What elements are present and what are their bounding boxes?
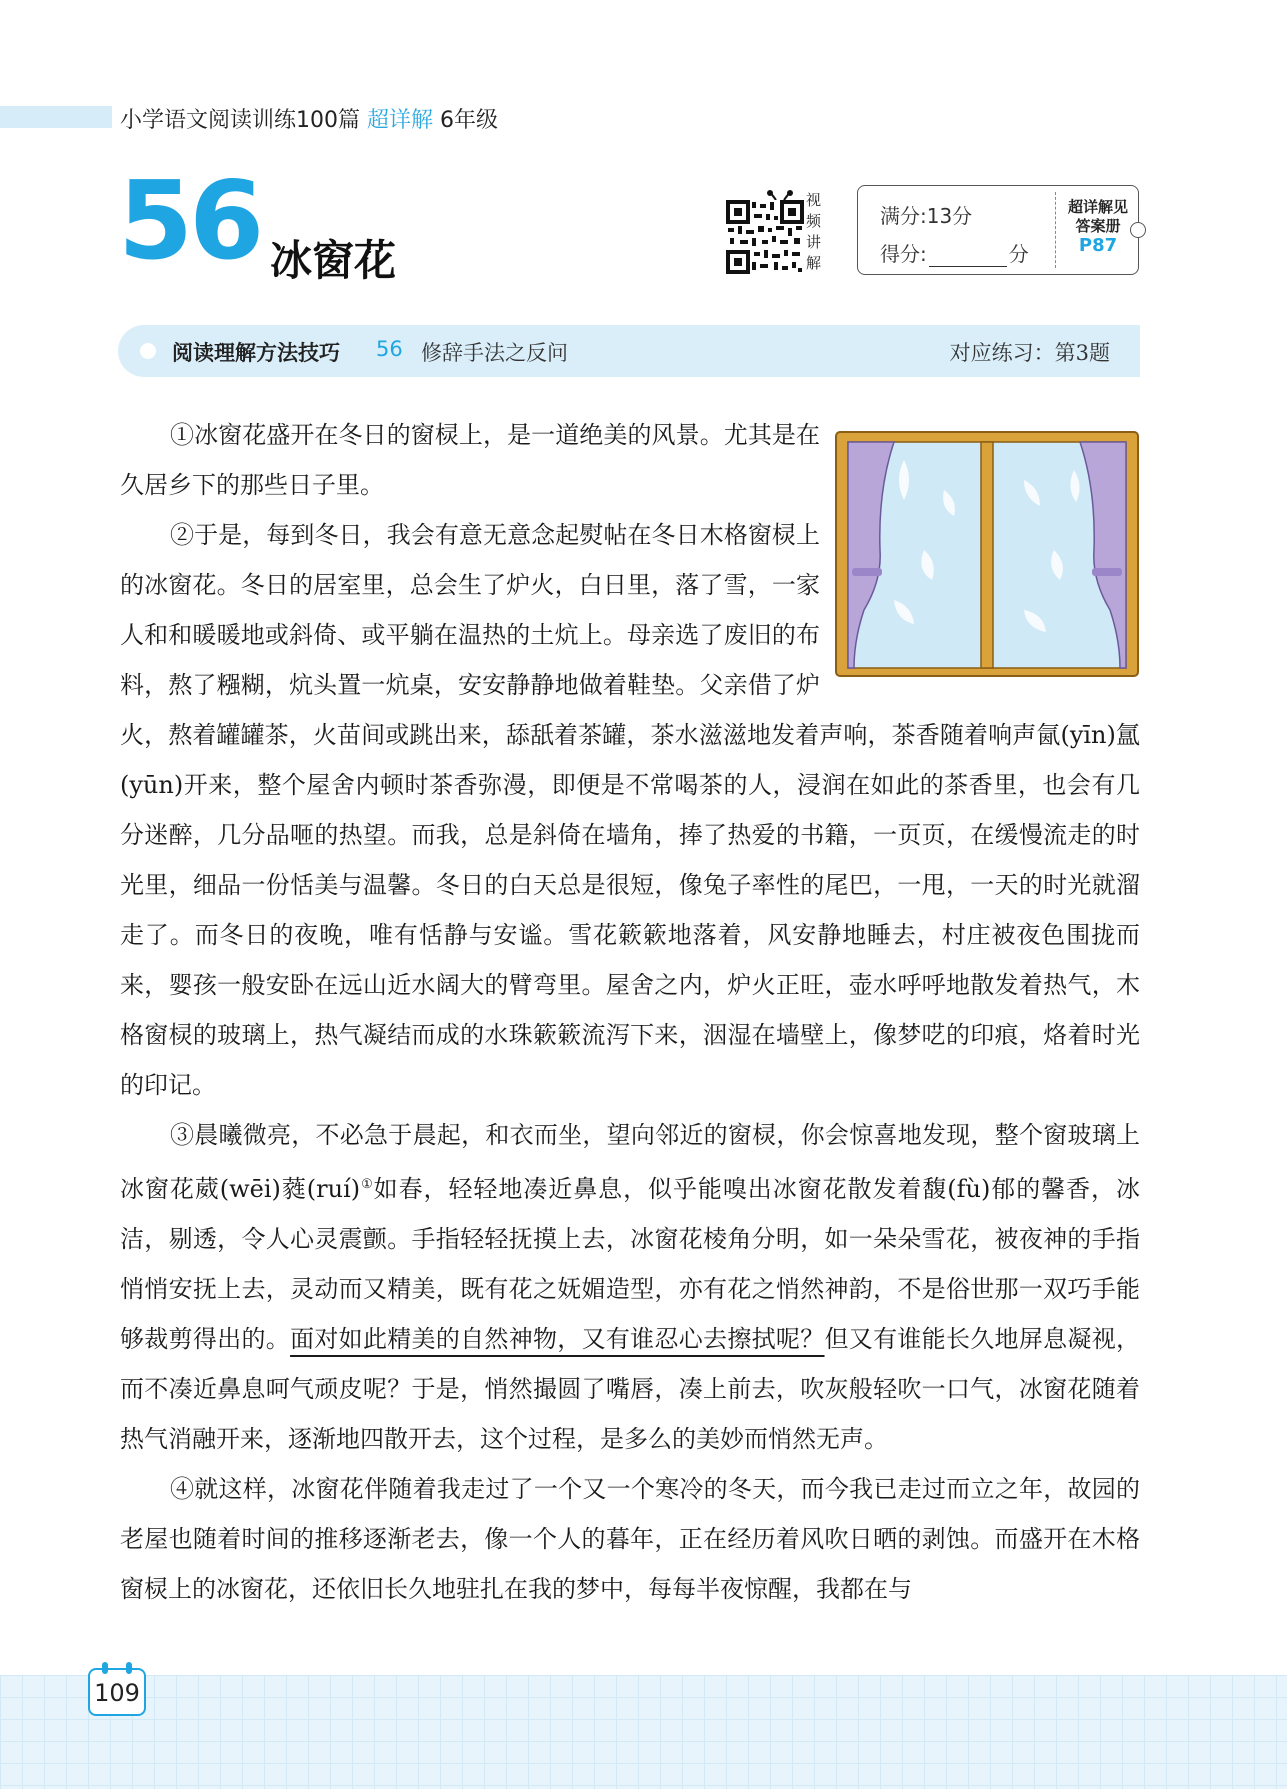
qr-code-icon[interactable] [726,190,804,274]
score-entry [880,238,1029,267]
method-number: 56 [376,337,403,361]
score-box [857,185,1139,275]
paragraph-1: ①冰窗花盛开在冬日的窗棂上，是一道绝美的风景。尤其是在久居乡下的那些日子里。 [120,421,820,499]
practice-reference: 对应练习：第3题 [949,341,1110,365]
answer-page: P87 [1078,235,1118,256]
article-body [120,410,1140,1614]
bullet-dot-icon [140,343,156,359]
book-title: 小学语文阅读训练100篇 [120,108,360,133]
score-blank[interactable] [929,248,1007,267]
method-label: 阅读理解方法技巧 [172,341,340,365]
page-number: 109 [88,1668,146,1716]
lesson-title: 冰窗花 [270,236,397,285]
score-unit: 分 [1008,242,1029,266]
full-score: 满分:13分 [880,204,973,228]
footnote-marker: ① [360,1177,374,1192]
lesson-number: 56 [118,159,261,284]
score-divider [1055,192,1056,268]
paragraph-3: ③晨曦微亮，不必急于晨起，和衣而坐，望向邻近的窗棂，你会惊喜地发现，整个窗玻璃上冰窗花葳(wēi)蕤(ruí)①如春，轻轻地凑近鼻息，似乎能嗅出冰窗花散发着馥(fù)郁的馨香，冰洁，剔透，令人心灵震颤。手指轻轻抚摸上去，冰窗花棱角分明，如一朵朵雪花，被夜神的手指悄悄安抚上去，灵动而又精美，既有花之妩媚造型，亦有花之悄然神韵，不是俗世那一双巧手能够裁剪得出的。面对如此精美的自然神物，又有谁忍心去擦拭呢？但又有谁能长久地屏息凝视，而不凑近鼻息呵气顽皮呢？于是，悄然撮圆了嘴唇，凑上前去，吹灰般轻吹一口气，冰窗花随着热气消融开来，逐渐地四散开去，这个过程，是多么的美妙而悄然无声。 [120,1121,1141,1453]
answer-reference: 超详解见 答案册 P87 [1058,198,1138,255]
paragraph-2: ②于是，每到冬日，我会有意无意念起熨帖在冬日木格窗棂上的冰窗花。冬日的居室里，总会生了炉火，白日里，落了雪，一家人和和暖暖地或斜倚、或平躺在温热的土炕上。母亲选了废旧的布料，熬了糨糊，炕头置一炕桌，安安静静地做着鞋垫。父亲借了炉火，熬着罐罐茶，火苗间或跳出来，舔舐着茶罐，茶水滋滋地发着声响，茶香随着响声氤(yīn)氲(yūn)开来，整个屋舍内顿时茶香弥漫，即便是不常喝茶的人，浸润在如此的茶香里，也会有几分迷醉，几分品咂的热望。而我，总是斜倚在墙角，捧了热爱的书籍，一页页，在缓慢流走的时光里，细品一份恬美与温馨。冬日的白天总是很短，像兔子率性的尾巴，一甩，一天的时光就溜走了。而冬日的夜晚，唯有恬静与安谧。雪花簌簌地落着，风安静地睡去，村庄被夜色围拢而来，婴孩一般安卧在远山近水阔大的臂弯里。屋舍之内，炉火正旺，壶水呼呼地散发着热气，木格窗棂的玻璃上，热气凝结而成的水珠簌簌流泻下来，洇湿在墙壁上，像梦呓的印痕，烙着时光的印记。 [120,521,1140,1099]
book-grade: 6年级 [440,108,499,133]
method-subtitle: 修辞手法之反问 [421,341,568,365]
header-band [0,106,112,128]
paragraph-4: ④就这样，冰窗花伴随着我走过了一个又一个寒冷的冬天，而今我已走过而立之年，故园的老屋也随着时间的推移逐渐老去，像一个人的暮年，正在经历着风吹日晒的剥蚀。而盛开在木格窗棂上的冰窗花，还依旧长久地驻扎在我的梦中，每每半夜惊醒，我都在与 [120,1475,1140,1603]
ticket-notch [1130,222,1146,238]
score-label: 得分: [880,242,927,266]
qr-video-label: 视 频 讲 解 [806,191,822,272]
method-bar [118,325,1140,377]
underlined-sentence: 面对如此精美的自然神物，又有谁忍心去擦拭呢？ [290,1325,825,1353]
book-header [120,103,498,134]
book-highlight: 超详解 [367,108,434,133]
illustration-spacer [820,510,1140,670]
footer-grid [0,1675,1287,1789]
